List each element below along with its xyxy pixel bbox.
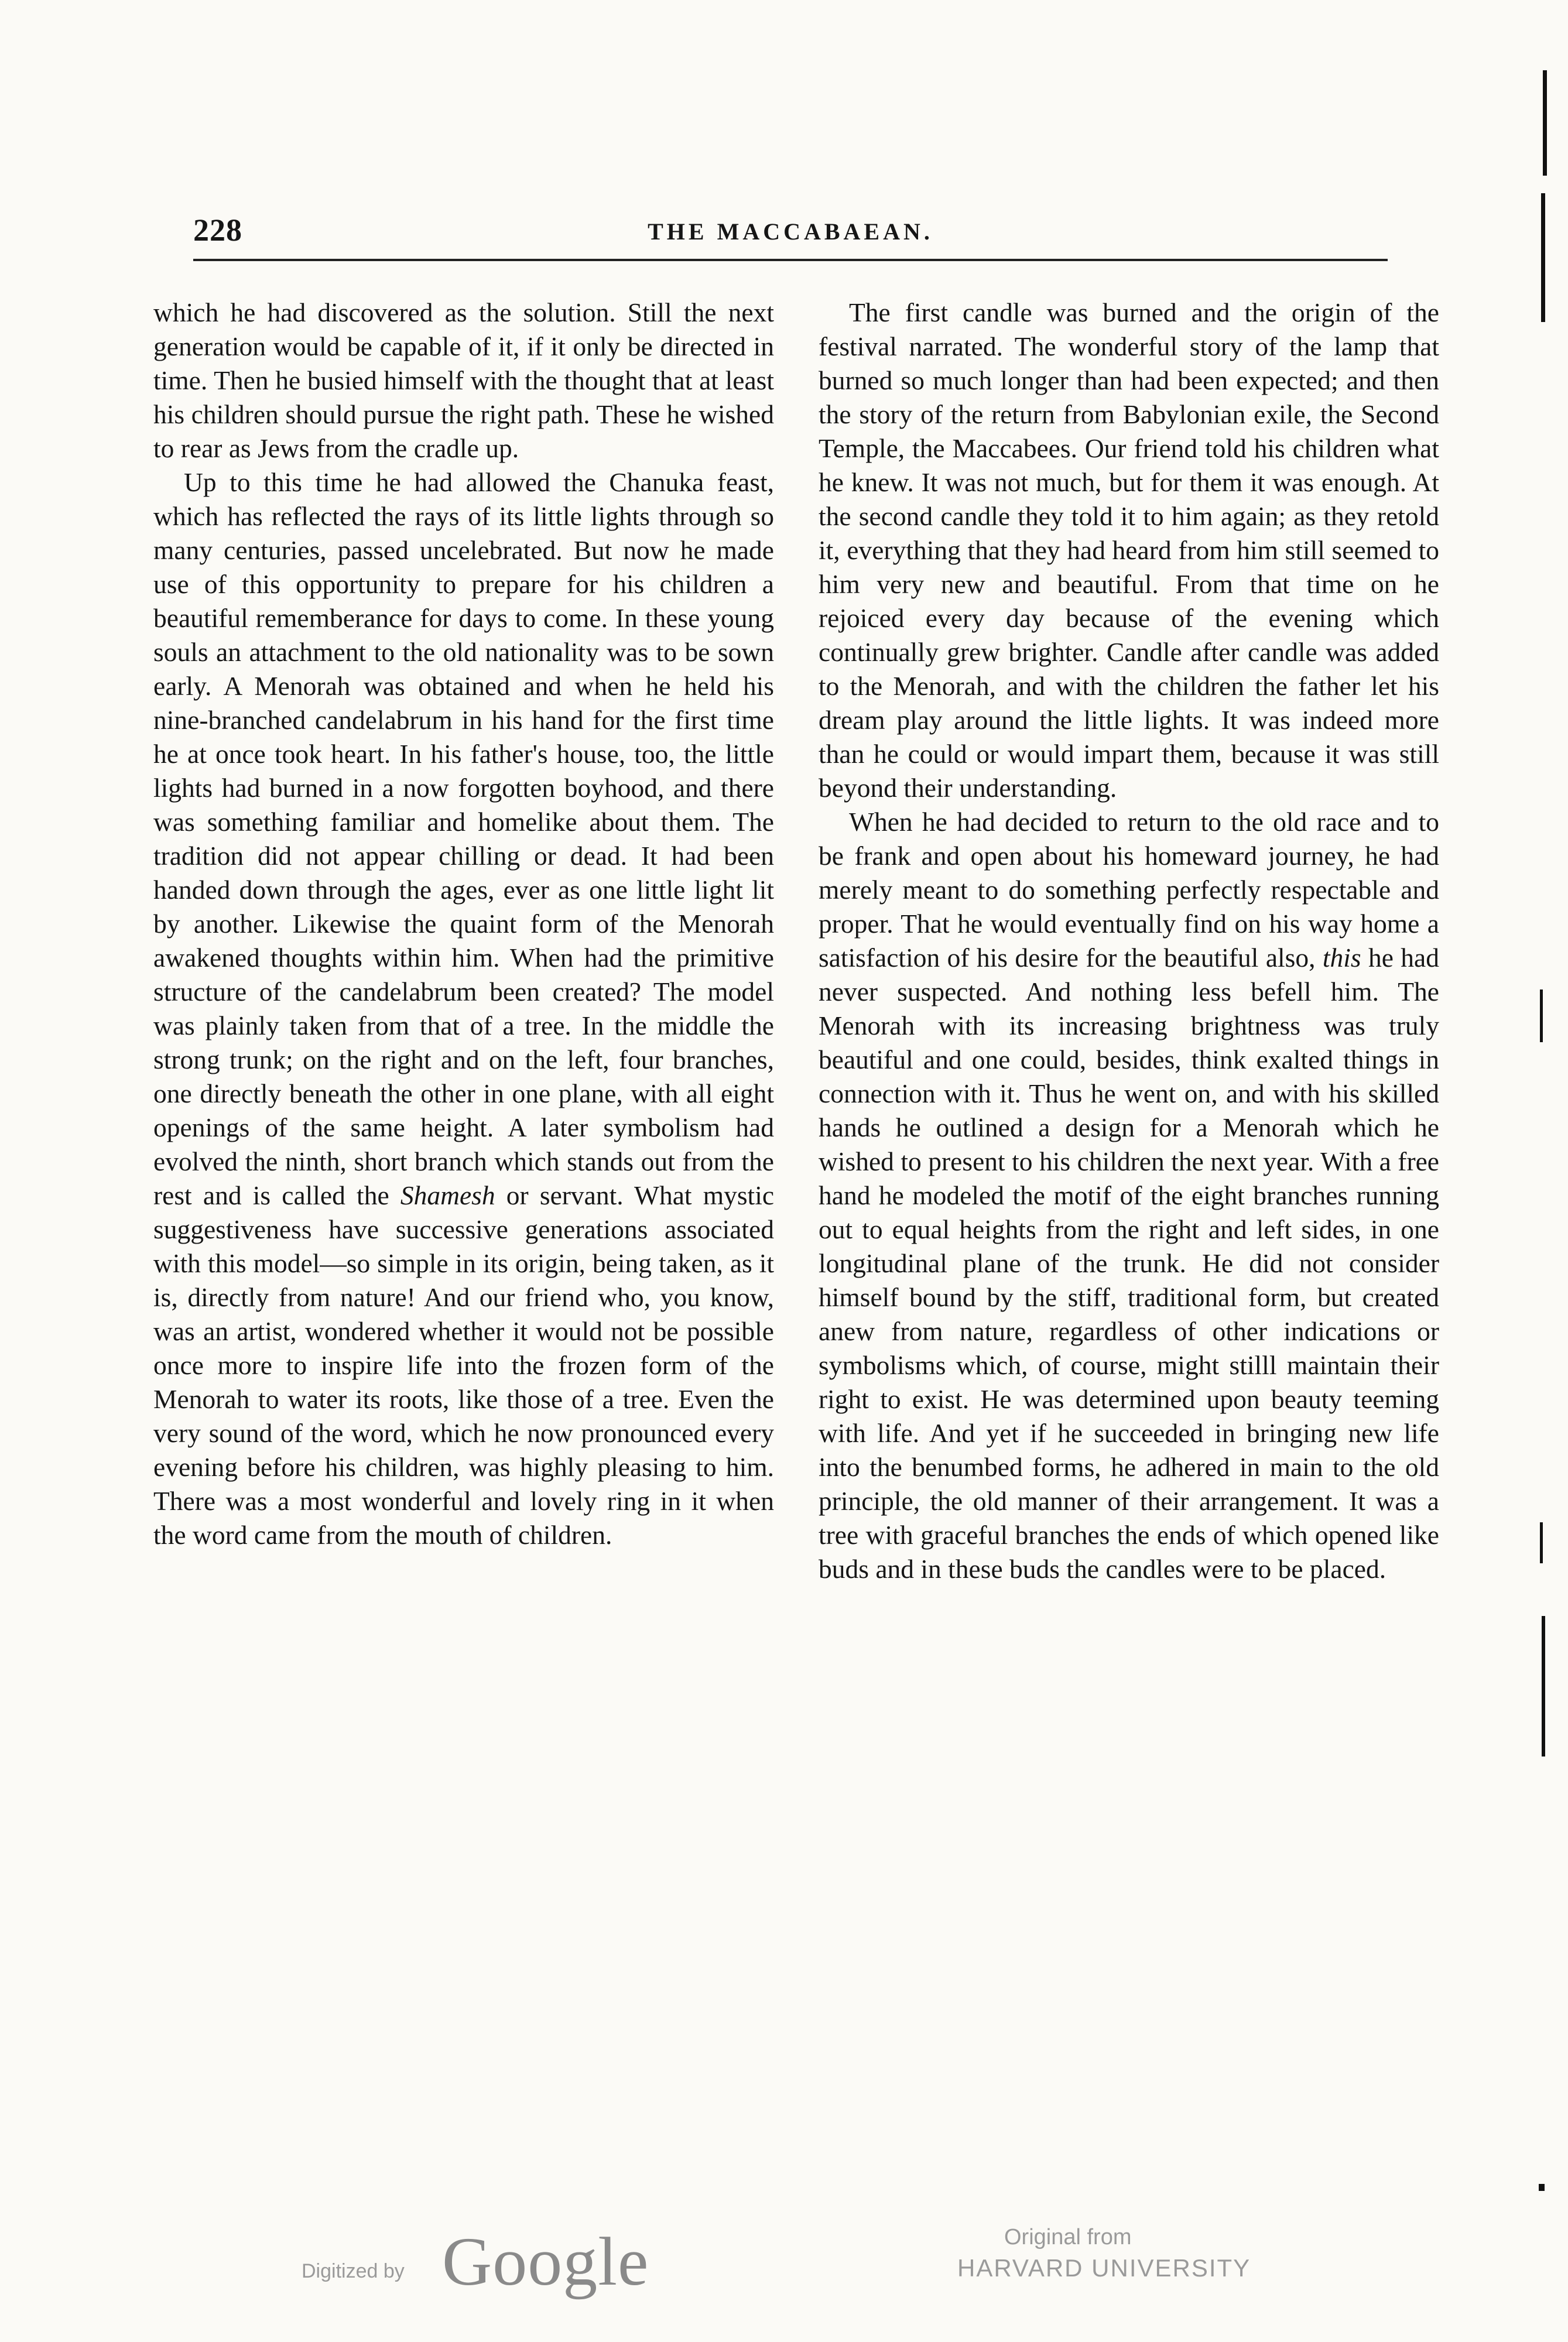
this-emphasis: this [1322,943,1361,973]
left-text-column [153,296,774,1552]
binding-edge-mark [1540,1522,1543,1563]
left-paragraph-1: which he had discovered as the solution. Still the next generation would be capable of it, if it only be directed in time. Then he busied himself with the thought that at least his children should pursue the right path. These he wished to rear as Jews from the cradle up. [153,297,774,463]
right-paragraph-2 [819,805,1439,1586]
harvard-university-text: HARVARD UNIVERSITY [957,2254,1251,2282]
right-paragraph-1: The first candle was burned and the origin of the festival narrated. The wonderful story of the lamp that burned so much longer than had been expected; and then the story of the return from Babylonian exile, the Second Temple, the Maccabees. Our friend told his children what he knew. It was not much, but for them it was enough. At the second candle they told it to him again; as they retold it, everything that they had heard from him still seemed to him very new and beautiful. From that time on he rejoiced every day because of the evening which continually grew brighter. Candle after candle was added to the Menorah, and with the children the father let his dream play around the little lights. It was indeed more than he could or would impart them, because it was still beyond their understanding. [819,297,1439,803]
left-paragraph-2-continued: or servant. What mystic suggestiveness have successive generations associated with this model—so simple in its origin, being taken, as it is, directly from nature! And our friend who, you know, was an artist, wondered whether it would not be possible once more to inspire life into the frozen form of the Menorah to water its roots, like those of a tree. Even the very sound of the word, which he now pronounced every evening before his children, was highly pleasing to him. There was a most wonderful and lovely ring in it when the word came from the mouth of children. [153,1180,775,1550]
shamesh-term: Shamesh [400,1180,495,1210]
right-paragraph-2-continued: he had never suspected. And nothing less befell him. The Menorah with its increasing brightness was truly beautiful and one could, besides, think exalted things in connection with it. Thus he went on, and with his skilled hands he outlined a design for a Menorah which he wished to present to his children the next year. With a free hand he modeled the motif of the eight branches running out to equal heights from the right and left sides, in one longitudinal plane of the trunk. He did not consider himself bound by the stiff, traditional form, but created anew from nature, regardless of other indications or symbolisms which, of course, might stilll maintain their right to exist. He was determined upon beauty teeming with life. And yet if he succeeded in bringing new life into the benumbed forms, he adhered in main to the old principle, the old manner of their arrangement. It was a tree with graceful branches the ends of which opened like buds and in these buds the candles were to be placed. [819,943,1439,1584]
journal-title: THE MACCABAEAN. [648,218,933,245]
digitized-by-text: Digitized by [302,2260,405,2282]
page-number: 228 [193,213,242,248]
google-logo: Google [442,2223,649,2300]
left-paragraph-2 [153,465,774,1552]
running-head [193,212,1388,261]
binding-edge-mark [1541,193,1545,322]
binding-edge-mark [1543,70,1547,176]
left-paragraph-2-text: Up to this time he had allowed the Chanuka feast, which has reflected the rays of its little lights through so many centuries, passed uncelebrated. But now he made use of this opportunity to prepare for his children a beautiful rememberance for days to come. In these young souls an attachment to the old nationality was to be sown early. A Menorah was obtained and when he held his nine-branched candelabrum in his hand for the first time he at once took heart. In his father's house, too, the little lights had burned in a now forgotten boyhood, and there was something familiar and homelike about them. The tradition did not appear chilling or dead. It had been handed down through the ages, ever as one little light lit by another. Likewise the quaint form of the Menorah awakened thoughts within him. When had the primitive structure of the candelabrum been created? The model was plainly taken from that of a tree. In the middle the strong trunk; on the right and on the left, four branches, one directly beneath the other in one plane, with all eight openings of the same height. A later symbolism had evolved the ninth, short branch which stands out from the rest and is called the [153,467,774,1210]
scan-footer [0,2223,1568,2300]
binding-edge-mark [1540,989,1543,1042]
binding-edge-mark [1539,2184,1545,2191]
right-text-column [819,296,1439,1586]
binding-edge-mark [1542,1616,1545,1756]
right-paragraph-2-text: When he had decided to return to the old race and to be frank and open about his homeward journey, he had merely meant to do something perfectly respectable and proper. That he would eventually find on his way home a satisfaction of his desire for the beautiful also, [819,807,1439,973]
original-from-text: Original from [1004,2225,1132,2249]
